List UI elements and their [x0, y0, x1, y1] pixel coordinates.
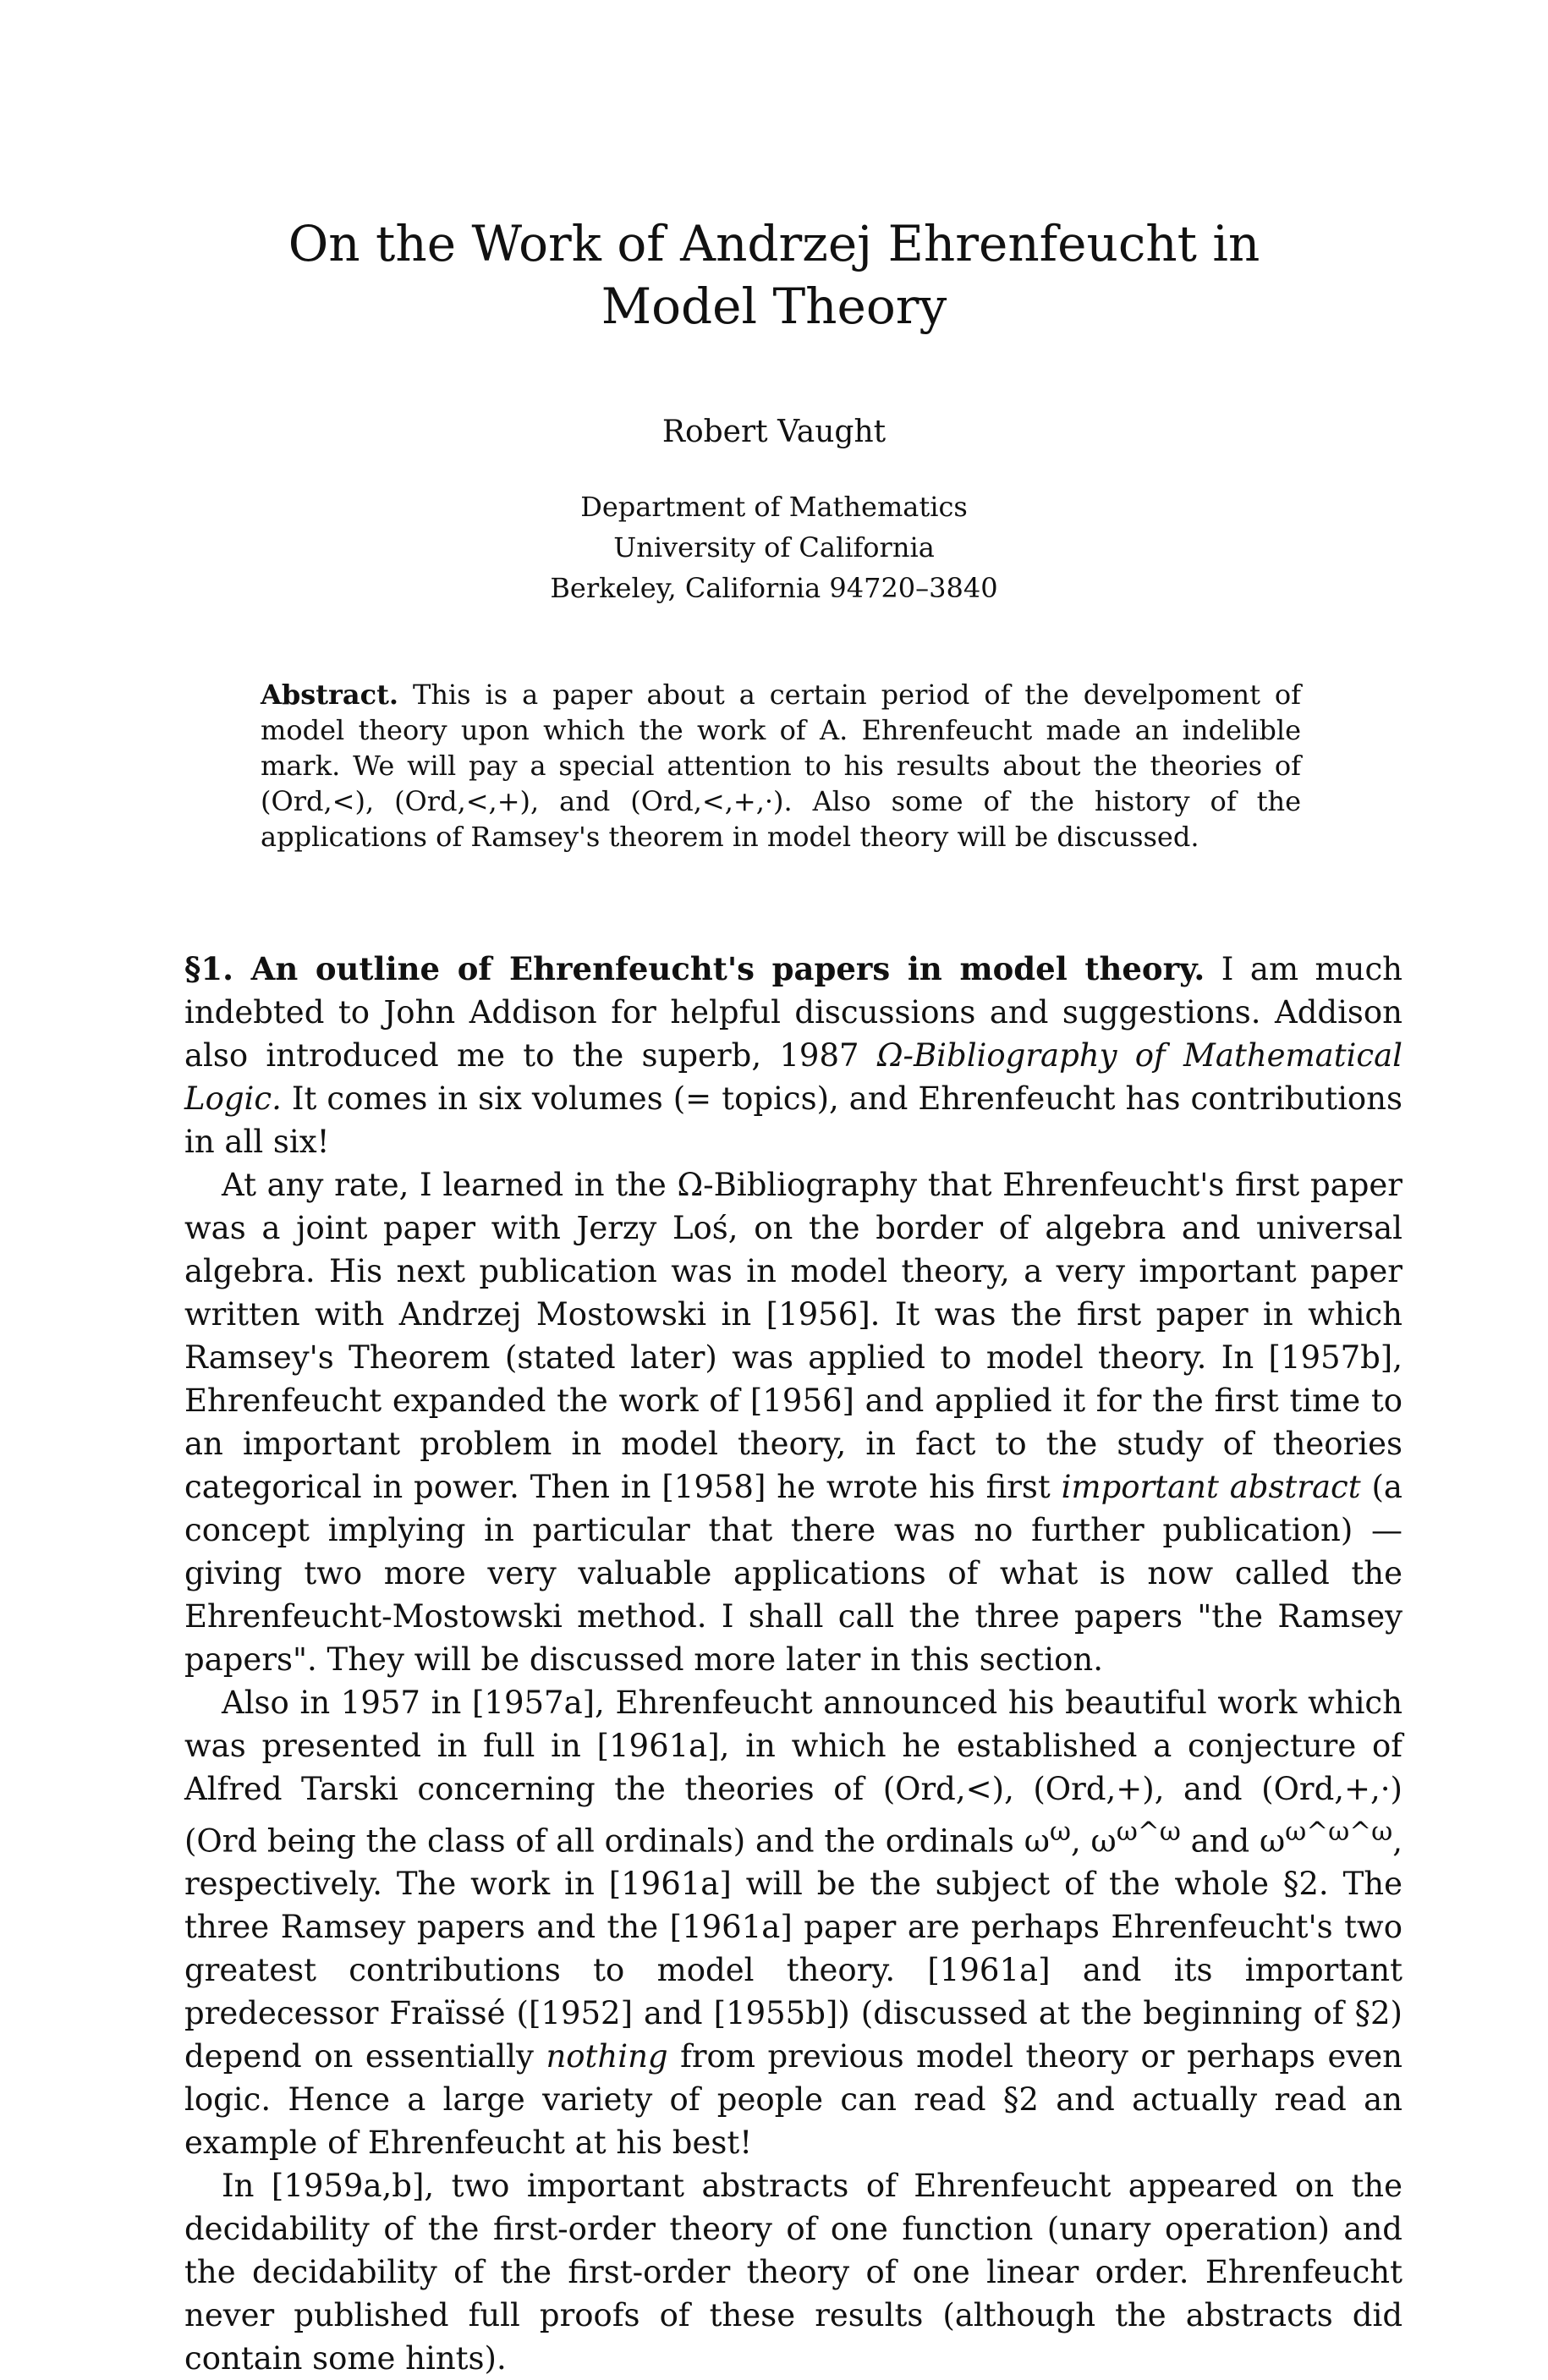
paragraph-text: Also in 1957 in [1957a], Ehrenfeucht announced his beautiful work which was presented in full in [1961a], in which he established a conjecture of Alfred Tarski concerning the theories of (Ord,<), (Ord,+), and (Ord,+,·) (Ord being the class of all ordinals) and the ordinals ω [184, 1685, 1403, 1860]
ordinal-exponent: ω [1049, 1817, 1072, 1847]
ordinal-exponent: ω^ω [1116, 1817, 1181, 1847]
paragraph-text: At any rate, I learned in the Ω-Bibliography that Ehrenfeucht's first paper was a joint paper with Jerzy Loś, on the border of algebra and universal algebra. His next publication was in model theory, a very important paper written with Andrzej Mostowski in [1956]. It was the first paper in which Ramsey's Theorem (stated later) was applied to model theory. In [1957b], Ehrenfeucht expanded the work of [1956] and applied it for the first time to an important problem in model theory, in fact to the study of theories categorical in power. Then in [1958] he wrote his first [184, 1167, 1403, 1505]
paper-title-line-1: On the Work of Andrzej Ehrenfeucht in [288, 215, 1260, 272]
section-1-heading: §1. An outline of Ehrenfeucht's papers in model theory. [184, 950, 1205, 987]
emphasis-text: important abstract [1061, 1469, 1361, 1505]
section-1-paragraph-4: In [1959a,b], two important abstracts of Ehrenfeucht appeared on the decidability of the first-order theory of one function (unary operation) and the decidability of the first-order theory of one linear order. Ehrenfeucht never published full proofs of these results (although the abstracts did contain some hints). [184, 2168, 1403, 2377]
section-1-paragraph-1 [184, 948, 1403, 1163]
paragraph-text: I am much indebted to John Addison for helpful discussions and suggestions. Addison also introduced me to the superb, 1987 [184, 951, 1403, 1074]
bibliography-title: Ω-Bibliography of Mathematical Logic. [184, 1037, 1403, 1117]
abstract-label: Abstract. [261, 679, 398, 711]
paragraph-text: and ω [1190, 1822, 1286, 1860]
paragraph-text: from previous model theory or perhaps even logic. Hence a large variety of people can read §2 and actually read an example of Ehrenfeucht at his best! [184, 2038, 1403, 2162]
paragraph-text: (a concept implying in particular that there was no further publication) — giving two more very valuable applications of what is now called the Ehrenfeucht-Mostowski method. I shall call the three papers "the Ramsey papers". They will be discussed more later in this section. [184, 1469, 1403, 1678]
author-name: Robert Vaught [661, 415, 887, 449]
section-1 [184, 948, 1403, 2380]
emphasis-text: nothing [546, 2038, 668, 2075]
affiliation-department: Department of Mathematics [580, 491, 968, 523]
paper-title-line-2: Model Theory [601, 278, 947, 335]
affiliation-address: Berkeley, California 94720–3840 [550, 572, 998, 604]
abstract-text: This is a paper about a certain period of the develpoment of model theory upon which the work of A. Ehrenfeucht made an indelible mark. We will pay a special attention to his results about the theories of (Ord,<), (Ord,<,+), and (Ord,<,+,·). Also some of the history of the applications of Ramsey's theorem in model theory will be discussed. [261, 679, 1302, 853]
section-1-paragraph-2 [184, 1163, 1403, 1681]
ordinal-exponent: ω^ω^ω [1285, 1817, 1393, 1847]
paragraph-text: , respectively. The work in [1961a] will be the subject of the whole §2. The three Ramsey papers and the [1961a] paper are perhaps Ehrenfeucht's two greatest contributions to model theory. [1961a] and its important predecessor Fraïssé ([1952] and [1955b]) (discussed at the beginning of §2) depend on essentially [184, 1822, 1403, 2075]
affiliation-university: University of California [613, 531, 935, 563]
abstract [261, 677, 1301, 855]
paragraph-text: It comes in six volumes (= topics), and Ehrenfeucht has contributions in all six! [184, 1080, 1403, 1160]
section-1-paragraph-3 [184, 1681, 1403, 2164]
paragraph-text: , ω [1071, 1822, 1117, 1860]
